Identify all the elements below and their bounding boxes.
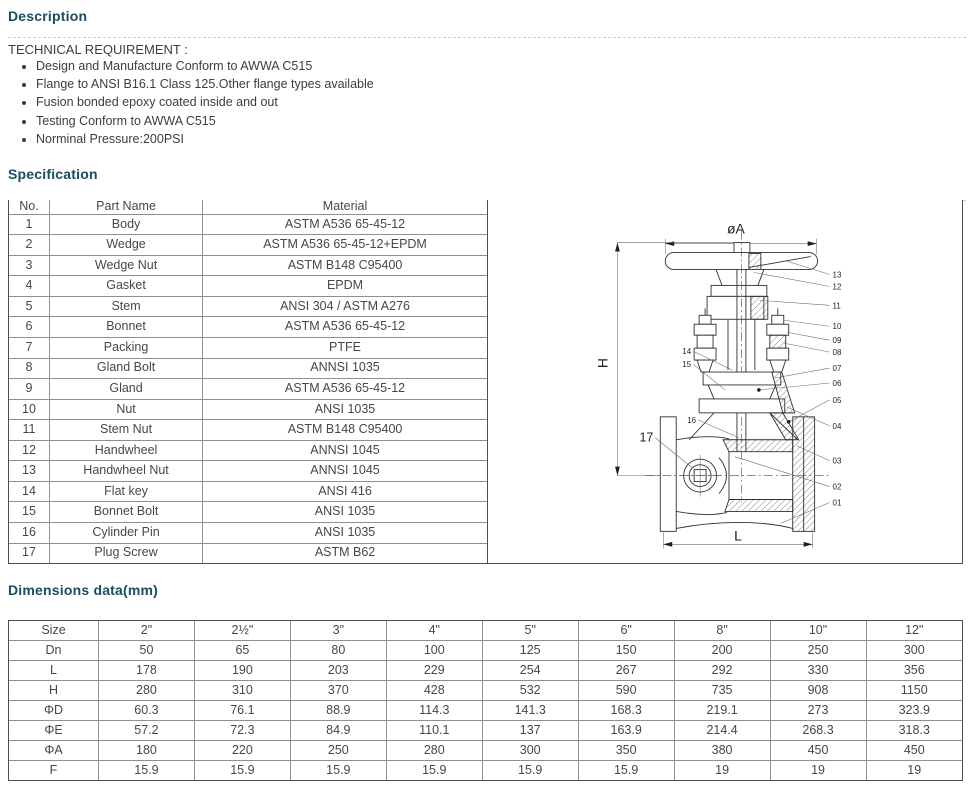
gate-valve-technical-drawing	[488, 200, 962, 563]
table-cell: 7	[9, 338, 50, 359]
table-cell: 300	[482, 741, 578, 761]
callout-08: 08	[832, 348, 842, 358]
table-cell: 168.3	[578, 700, 674, 720]
table-cell: 532	[482, 680, 578, 700]
table-cell: 15.9	[482, 761, 578, 780]
table-cell: Nut	[50, 399, 203, 420]
table-row	[9, 379, 487, 400]
bullet-item: • Fusion bonded epoxy coated inside and out	[36, 93, 374, 111]
dimensions-section-title: Dimensions data(mm)	[8, 582, 159, 598]
table-cell: Plug Screw	[50, 543, 203, 563]
table-cell: ASTM B148 C95400	[203, 420, 487, 441]
table-row	[9, 214, 487, 235]
table-cell: 190	[194, 660, 290, 680]
parts-material-table-wrap	[9, 200, 488, 563]
table-cell: PTFE	[203, 338, 487, 359]
table-cell: ANSI 304 / ASTM A276	[203, 296, 487, 317]
table-cell: Gasket	[50, 276, 203, 297]
table-cell: 19	[674, 761, 770, 780]
table-cell: 310	[194, 680, 290, 700]
callout-09: 09	[832, 336, 842, 346]
table-cell: 60.3	[99, 700, 195, 720]
technical-requirement-list	[22, 57, 374, 148]
table-cell: 3	[9, 255, 50, 276]
table-cell: ANSI 1035	[203, 399, 487, 420]
table-cell: ASTM A536 65-45-12	[203, 379, 487, 400]
table-cell: 180	[99, 741, 195, 761]
table-cell: 19	[866, 761, 962, 780]
callout-16: 16	[687, 415, 697, 425]
table-cell: 100	[386, 640, 482, 660]
table-row	[9, 700, 962, 720]
callout-17: 17	[639, 430, 654, 445]
table-cell: 280	[386, 741, 482, 761]
left-flange-shape	[660, 417, 676, 532]
table-row	[9, 461, 487, 482]
description-separator	[8, 37, 966, 38]
table-row	[9, 640, 962, 660]
table-cell: 4"	[386, 621, 482, 640]
table-cell: ANSI 1035	[203, 502, 487, 523]
table-cell: 203	[290, 660, 386, 680]
table-cell: 8	[9, 358, 50, 379]
table-cell: 17	[9, 543, 50, 563]
table-cell: 219.1	[674, 700, 770, 720]
dim-label-height: H	[594, 358, 611, 369]
table-cell: Handwheel Nut	[50, 461, 203, 482]
bullet-item: • Norminal Pressure:200PSI	[36, 130, 374, 148]
bullet-item: • Testing Conform to AWWA C515	[36, 112, 374, 130]
dim-label-diameter-a: øA	[727, 220, 745, 237]
table-cell: Gland	[50, 379, 203, 400]
table-cell: 254	[482, 660, 578, 680]
callout-14: 14	[682, 347, 692, 357]
callout-07: 07	[832, 364, 842, 374]
table-row	[9, 296, 487, 317]
callout-15: 15	[682, 360, 692, 370]
table-cell: Cylinder Pin	[50, 522, 203, 543]
table-cell: 250	[770, 640, 866, 660]
table-cell: 380	[674, 741, 770, 761]
table-cell: 15	[9, 502, 50, 523]
table-cell: 8"	[674, 621, 770, 640]
table-cell: Flat key	[50, 481, 203, 502]
table-cell: ANSI 416	[203, 481, 487, 502]
table-cell: 50	[99, 640, 195, 660]
table-cell: 88.9	[290, 700, 386, 720]
table-row	[9, 621, 962, 640]
table-row	[9, 440, 487, 461]
table-cell: 5"	[482, 621, 578, 640]
table-cell: 76.1	[194, 700, 290, 720]
callout-05: 05	[832, 395, 842, 405]
table-cell: 273	[770, 700, 866, 720]
table-row	[9, 420, 487, 441]
table-cell: Size	[9, 621, 99, 640]
callout-02: 02	[832, 482, 842, 492]
table-cell: 229	[386, 660, 482, 680]
table-cell: 450	[770, 741, 866, 761]
callout-03: 03	[832, 456, 842, 466]
table-cell: 280	[99, 680, 195, 700]
valve-drawing-area	[488, 200, 962, 563]
table-cell: L	[9, 660, 99, 680]
bullet-item: • Design and Manufacture Conform to AWWA C515	[36, 57, 374, 75]
table-cell: 141.3	[482, 700, 578, 720]
dimensions-table-wrap	[8, 620, 963, 781]
table-row	[9, 235, 487, 256]
table-cell: 350	[578, 741, 674, 761]
table-row	[9, 543, 487, 563]
table-row	[9, 358, 487, 379]
technical-requirement-heading: TECHNICAL REQUIREMENT :	[8, 42, 188, 57]
table-cell: 15.9	[290, 761, 386, 780]
table-row	[9, 338, 487, 359]
table-cell: 12"	[866, 621, 962, 640]
table-row	[9, 502, 487, 523]
table-row	[9, 741, 962, 761]
table-cell: ANNSI 1045	[203, 440, 487, 461]
table-cell: 15.9	[386, 761, 482, 780]
callout-11: 11	[832, 301, 841, 311]
table-cell: 16	[9, 522, 50, 543]
table-cell: 84.9	[290, 720, 386, 740]
table-cell: 300	[866, 640, 962, 660]
table-cell: 150	[578, 640, 674, 660]
table-cell: ΦA	[9, 741, 99, 761]
table-row	[9, 399, 487, 420]
table-cell: 114.3	[386, 700, 482, 720]
table-cell: No.	[9, 200, 50, 214]
table-row	[9, 276, 487, 297]
table-cell: 15.9	[99, 761, 195, 780]
table-row	[9, 761, 962, 780]
table-cell: Stem	[50, 296, 203, 317]
table-row	[9, 522, 487, 543]
table-cell: ASTM A536 65-45-12	[203, 214, 487, 235]
description-section-title: Description	[8, 8, 88, 24]
table-cell: ΦD	[9, 700, 99, 720]
table-cell: 450	[866, 741, 962, 761]
specification-panel	[8, 200, 963, 564]
table-cell: Packing	[50, 338, 203, 359]
table-cell: ANNSI 1035	[203, 358, 487, 379]
bullet-item: • Flange to ANSI B16.1 Class 125.Other flange types available	[36, 75, 374, 93]
dimensions-table	[9, 621, 962, 780]
table-cell: Bonnet	[50, 317, 203, 338]
table-cell: 14	[9, 481, 50, 502]
table-cell: 13	[9, 461, 50, 482]
table-cell: 12	[9, 440, 50, 461]
table-cell: 428	[386, 680, 482, 700]
table-cell: Bonnet Bolt	[50, 502, 203, 523]
table-cell: 15.9	[578, 761, 674, 780]
table-cell: ANSI 1035	[203, 522, 487, 543]
table-cell: ΦE	[9, 720, 99, 740]
table-cell: 735	[674, 680, 770, 700]
table-cell: 125	[482, 640, 578, 660]
table-cell: Dn	[9, 640, 99, 660]
dim-label-length: L	[734, 527, 742, 544]
table-cell: ANNSI 1045	[203, 461, 487, 482]
table-row	[9, 481, 487, 502]
table-cell: 200	[674, 640, 770, 660]
table-cell: 250	[290, 741, 386, 761]
table-cell: 318.3	[866, 720, 962, 740]
table-cell: 137	[482, 720, 578, 740]
table-cell: 2	[9, 235, 50, 256]
table-cell: F	[9, 761, 99, 780]
table-cell: 6"	[578, 621, 674, 640]
table-cell: H	[9, 680, 99, 700]
table-cell: ASTM B148 C95400	[203, 255, 487, 276]
table-cell: 11	[9, 420, 50, 441]
table-cell: Wedge	[50, 235, 203, 256]
callout-06: 06	[832, 378, 842, 388]
table-header-row	[9, 200, 487, 214]
callout-13: 13	[832, 270, 842, 280]
table-cell: 9	[9, 379, 50, 400]
table-cell: 220	[194, 741, 290, 761]
table-cell: 80	[290, 640, 386, 660]
handwheel-nut-shape	[734, 243, 750, 253]
table-cell: 590	[578, 680, 674, 700]
table-row	[9, 660, 962, 680]
table-cell: 57.2	[99, 720, 195, 740]
table-cell: 292	[674, 660, 770, 680]
table-cell: 6	[9, 317, 50, 338]
table-cell: Wedge Nut	[50, 255, 203, 276]
table-cell: 356	[866, 660, 962, 680]
table-cell: 214.4	[674, 720, 770, 740]
table-cell: 15.9	[194, 761, 290, 780]
table-cell: Part Name	[50, 200, 203, 214]
table-row	[9, 680, 962, 700]
table-cell: 10"	[770, 621, 866, 640]
table-cell: 330	[770, 660, 866, 680]
table-cell: 268.3	[770, 720, 866, 740]
table-cell: 1150	[866, 680, 962, 700]
table-cell: Body	[50, 214, 203, 235]
table-cell: 4	[9, 276, 50, 297]
callout-12: 12	[832, 282, 842, 292]
table-cell: Material	[203, 200, 487, 214]
table-cell: 5	[9, 296, 50, 317]
table-cell: Stem Nut	[50, 420, 203, 441]
table-row	[9, 255, 487, 276]
table-cell: ASTM A536 65-45-12+EPDM	[203, 235, 487, 256]
table-cell: ASTM B62	[203, 543, 487, 563]
table-cell: 178	[99, 660, 195, 680]
specification-section-title: Specification	[8, 166, 98, 182]
table-row	[9, 317, 487, 338]
table-cell: 370	[290, 680, 386, 700]
table-cell: Handwheel	[50, 440, 203, 461]
table-cell: 2½"	[194, 621, 290, 640]
callout-04: 04	[832, 421, 842, 431]
callout-10: 10	[832, 322, 842, 332]
table-cell: 323.9	[866, 700, 962, 720]
table-cell: ASTM A536 65-45-12	[203, 317, 487, 338]
table-cell: 3"	[290, 621, 386, 640]
table-cell: 110.1	[386, 720, 482, 740]
table-row	[9, 720, 962, 740]
table-cell: 1	[9, 214, 50, 235]
table-cell: EPDM	[203, 276, 487, 297]
callout-01: 01	[832, 498, 842, 508]
table-cell: 65	[194, 640, 290, 660]
table-cell: 163.9	[578, 720, 674, 740]
table-cell: 908	[770, 680, 866, 700]
parts-material-table	[9, 200, 487, 563]
table-cell: 2"	[99, 621, 195, 640]
table-cell: 10	[9, 399, 50, 420]
table-cell: 72.3	[194, 720, 290, 740]
table-cell: 267	[578, 660, 674, 680]
table-cell: 19	[770, 761, 866, 780]
table-cell: Gland Bolt	[50, 358, 203, 379]
